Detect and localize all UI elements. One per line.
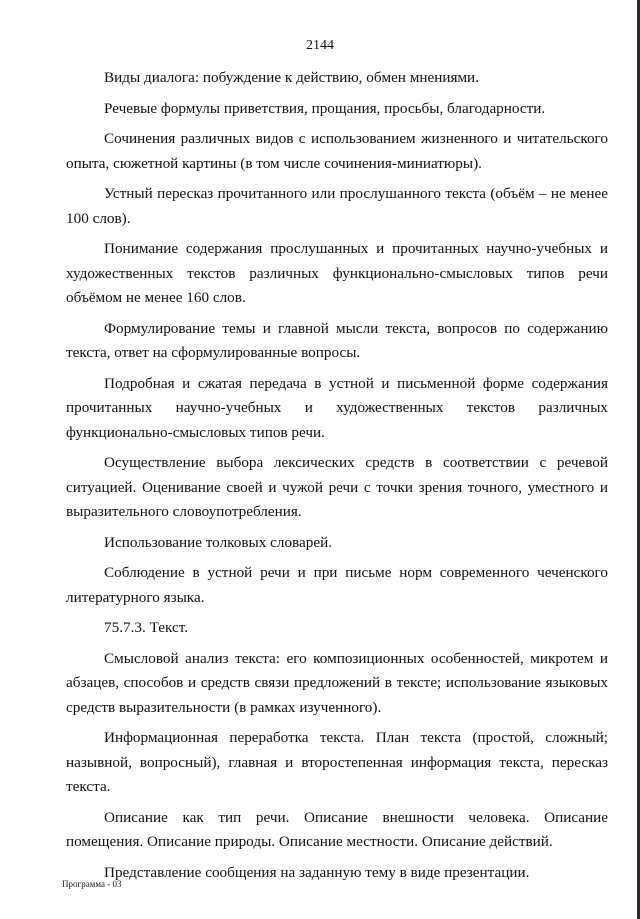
footer-label: Программа - 03 [62, 879, 122, 889]
paragraph: Речевые формулы приветствия, прощания, просьбы, благодарности. [104, 99, 546, 117]
paragraph: Использование толковых словарей. [104, 533, 333, 551]
paragraph: Осуществление выбора лексических средств в соответствии с речевой ситуацией. Оценивание своей и чужой речи с точки зрения точного, уместного и выразительного словоупотребления. [66, 454, 608, 520]
paragraph: Соблюдение в устной речи и при письме норм современного чеченского литературного языка. [66, 564, 608, 606]
document-body [66, 66, 608, 891]
paragraph: Формулирование темы и главной мысли текста, вопросов по содержанию текста, ответ на сформулированные вопросы. [66, 319, 608, 361]
paragraph: Описание как тип речи. Описание внешности человека. Описание помещения. Описание природы. Описание местности. Описание действий. [66, 808, 608, 850]
paragraph: Виды диалога: побуждение к действию, обмен мнениями. [104, 69, 479, 86]
paragraph: Понимание содержания прослушанных и прочитанных научно-учебных и художественных текстов различных функционально-смысловых типов речи объёмом не менее 160 слов. [66, 240, 608, 306]
page-number: 2144 [306, 38, 334, 53]
paragraph: Смысловой анализ текста: его композиционных особенностей, микротем и абзацев, способов и средств связи предложений в тексте; использование языковых средств выразительности (в рамках изученного). [66, 649, 608, 716]
paragraph: Сочинения различных видов с использованием жизненного и читательского опыта, сюжетной картины (в том числе сочинения-миниатюры). [66, 130, 608, 172]
section-heading: 75.7.3. Текст. [104, 619, 189, 636]
paragraph: Информационная переработка текста. План текста (простой, сложный; назывной, вопросный), главная и второстепенная информация текста, пересказ текста. [66, 729, 608, 795]
paragraph: Устный пересказ прочитанного или прослушанного текста (объём – не менее 100 слов). [66, 185, 608, 227]
paragraph: Подробная и сжатая передача в устной и письменной форме содержания прочитанных научно-учебных и художественных текстов различных функционально-смысловых типов речи. [66, 374, 608, 441]
paragraph: Представление сообщения на заданную тему в виде презентации. [104, 863, 530, 881]
